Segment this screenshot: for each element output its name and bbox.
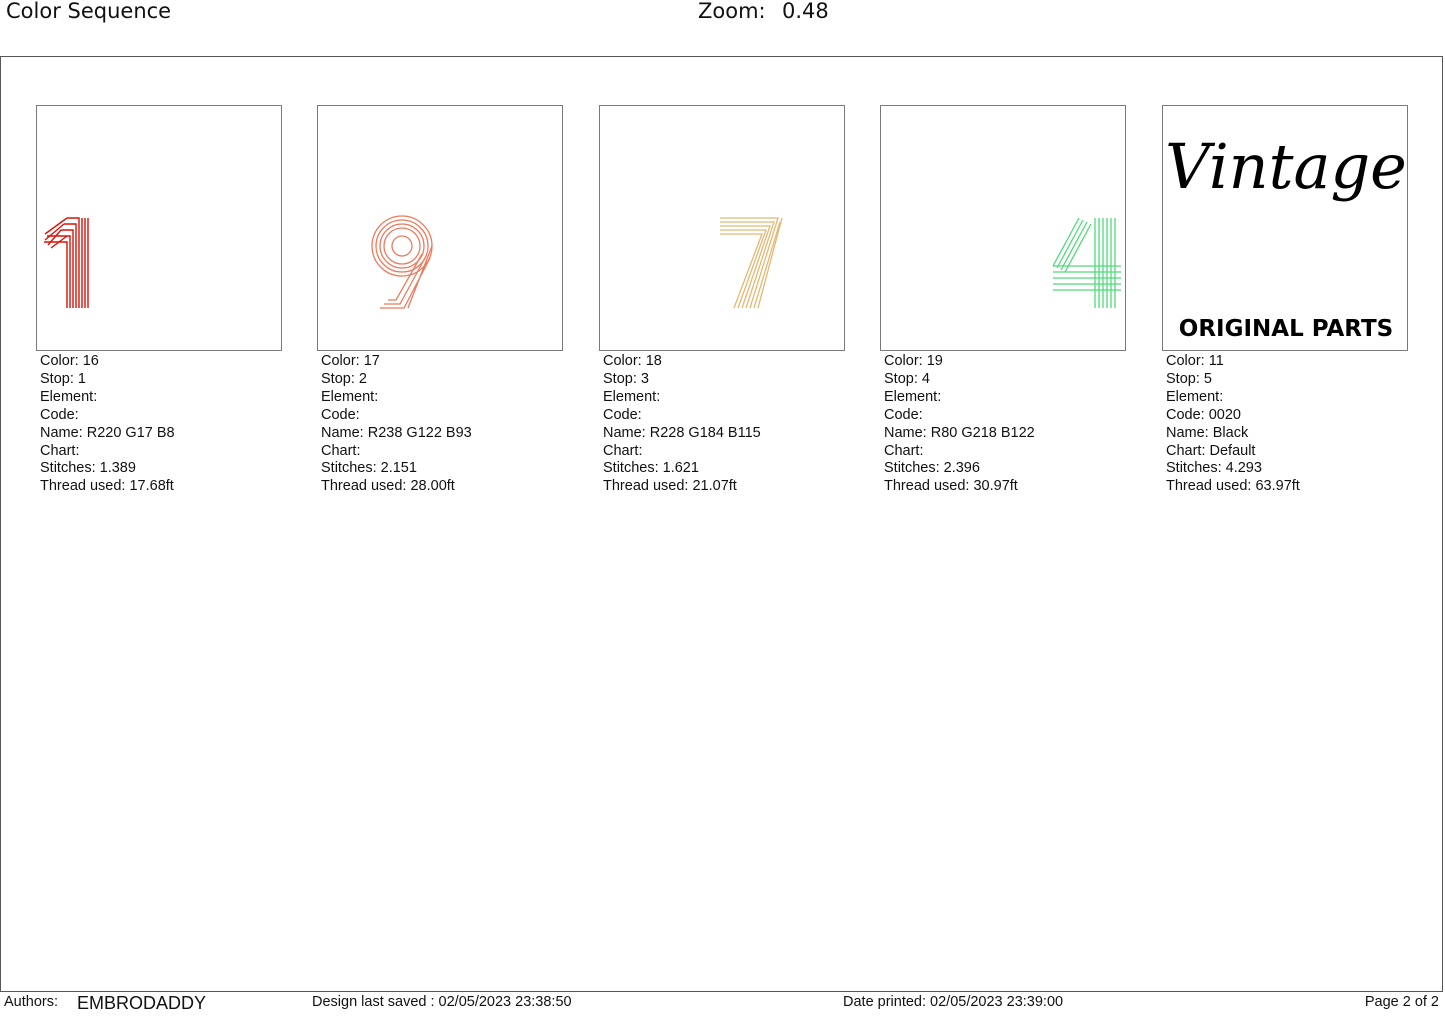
- info-line: Code:: [40, 406, 79, 423]
- info-line: Element:: [321, 388, 379, 405]
- info-line: Stop: 4: [884, 370, 930, 387]
- color-card-1: [36, 105, 282, 496]
- info-line: Thread used: 30.97ft: [884, 478, 1018, 495]
- info-line: Stitches: 4.293: [1166, 460, 1262, 477]
- info-line: Stitches: 2.151: [321, 460, 417, 477]
- digit-9-embroidery-icon: [318, 106, 564, 352]
- color-info-5: [1166, 353, 1408, 496]
- vintage-script-text: Vintage: [1165, 130, 1407, 203]
- thumbnail-4: [880, 105, 1126, 351]
- info-line: Thread used: 17.68ft: [40, 478, 174, 495]
- thumbnail-2: [317, 105, 563, 351]
- info-line: Chart:: [40, 442, 80, 459]
- zoom-label: Zoom:: [698, 0, 766, 23]
- info-line: Chart: Default: [1166, 442, 1256, 459]
- color-card-5: [1162, 105, 1408, 496]
- info-line: Name: R80 G218 B122: [884, 424, 1035, 441]
- color-info-3: [603, 353, 845, 496]
- color-info-2: [321, 353, 563, 496]
- info-line: Element:: [1166, 388, 1224, 405]
- info-line: Element:: [884, 388, 942, 405]
- info-line: Color: 19: [884, 353, 943, 369]
- date-printed: Date printed: 02/05/2023 23:39:00: [843, 994, 1064, 1010]
- color-info-1: [40, 353, 282, 496]
- info-line: Stop: 3: [603, 370, 649, 387]
- info-line: Color: 11: [1166, 353, 1224, 369]
- vintage-lettering-icon: [1163, 106, 1409, 352]
- info-line: Chart:: [884, 442, 924, 459]
- info-line: Name: R220 G17 B8: [40, 424, 175, 441]
- color-card-3: [599, 105, 845, 496]
- digit-7-embroidery-icon: [600, 106, 846, 352]
- info-line: Stop: 5: [1166, 370, 1212, 387]
- design-last-saved: Design last saved : 02/05/2023 23:38:50: [312, 994, 572, 1010]
- info-line: Name: Black: [1166, 424, 1249, 441]
- info-line: Stop: 2: [321, 370, 367, 387]
- thumbnail-1: [36, 105, 282, 351]
- thumbnail-5: [1162, 105, 1408, 351]
- zoom-value: 0.48: [782, 0, 829, 23]
- info-line: Name: R228 G184 B115: [603, 424, 761, 441]
- info-line: Color: 18: [603, 353, 662, 369]
- info-line: Chart:: [321, 442, 361, 459]
- authors-value: EMBRODADDY: [77, 993, 207, 1013]
- info-line: Stitches: 1.389: [40, 460, 136, 477]
- info-line: Color: 17: [321, 353, 380, 369]
- info-line: Code: 0020: [1166, 406, 1241, 423]
- info-line: Element:: [603, 388, 661, 405]
- info-line: Name: R238 G122 B93: [321, 424, 472, 441]
- info-line: Element:: [40, 388, 98, 405]
- info-line: Color: 16: [40, 353, 99, 369]
- page-footer: [0, 992, 1445, 1017]
- authors-label: Authors:: [4, 994, 58, 1010]
- info-line: Stop: 1: [40, 370, 86, 387]
- info-line: Thread used: 21.07ft: [603, 478, 737, 495]
- page-number: Page 2 of 2: [1364, 994, 1439, 1010]
- thumbnail-3: [599, 105, 845, 351]
- original-parts-text: ORIGINAL PARTS: [1178, 316, 1394, 342]
- info-line: Stitches: 2.396: [884, 460, 980, 477]
- info-line: Code:: [603, 406, 642, 423]
- color-card-4: [880, 105, 1126, 496]
- color-card-2: [317, 105, 563, 496]
- info-line: Code:: [884, 406, 923, 423]
- digit-1-embroidery-icon: [37, 106, 283, 352]
- info-line: Chart:: [603, 442, 643, 459]
- digit-4-embroidery-icon: [881, 106, 1127, 352]
- page-title: Color Sequence: [6, 0, 172, 23]
- info-line: Stitches: 1.621: [603, 460, 699, 477]
- color-info-4: [884, 353, 1126, 496]
- info-line: Thread used: 63.97ft: [1166, 478, 1300, 495]
- info-line: Thread used: 28.00ft: [321, 478, 455, 495]
- info-line: Code:: [321, 406, 360, 423]
